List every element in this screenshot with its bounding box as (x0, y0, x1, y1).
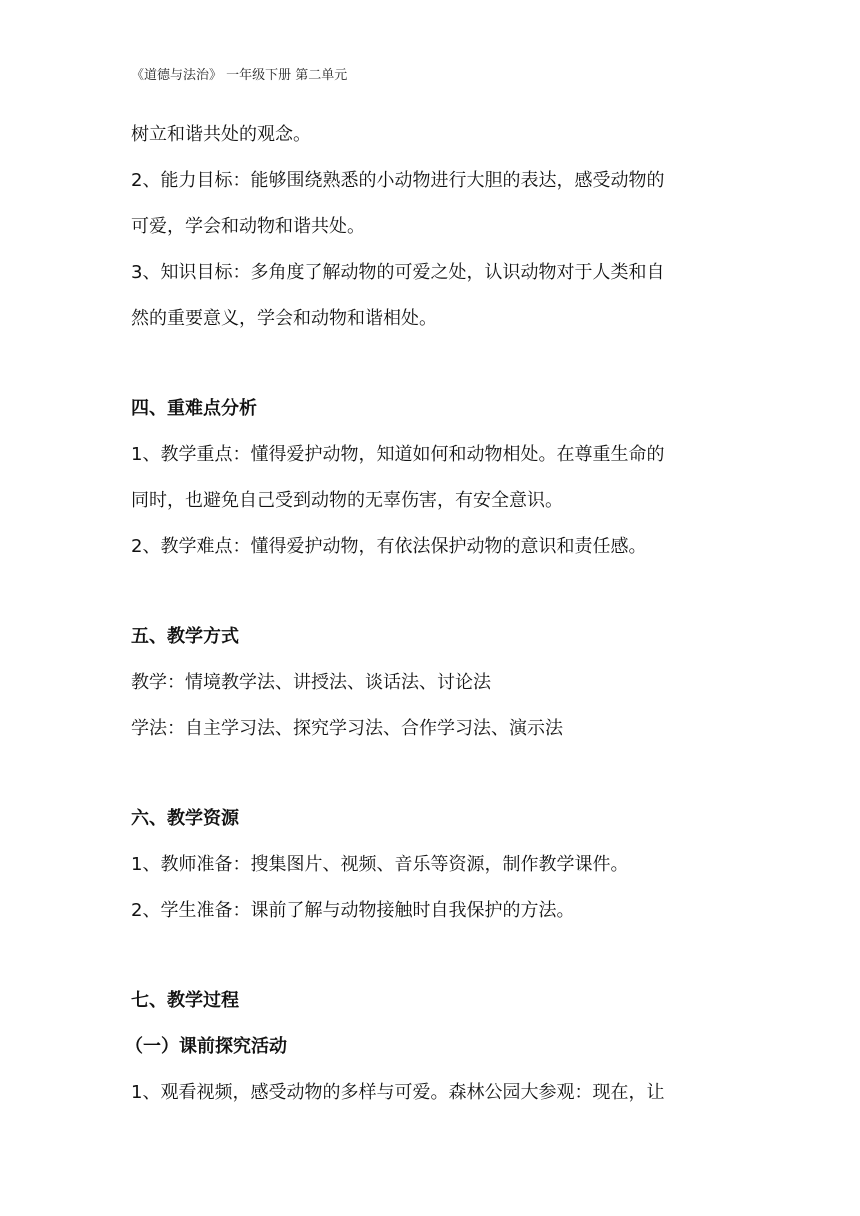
paragraph-line: 1、观看视频，感受动物的多样与可爱。森林公园大参观：现在，让 (131, 1082, 665, 1103)
paragraph-line: 1、教学重点：懂得爱护动物，知道如何和动物相处。在尊重生命的 (131, 444, 665, 465)
section-heading-key-points: 四、重难点分析 (131, 398, 257, 419)
section-gap (131, 752, 731, 796)
paragraph-line: 树立和谐共处的观念。 (131, 124, 311, 145)
section-heading-teaching-methods: 五、教学方式 (131, 626, 239, 647)
paragraph-line: 2、教学难点：懂得爱护动物，有依法保护动物的意识和责任感。 (131, 536, 647, 557)
section-heading-teaching-process: 七、教学过程 (131, 990, 239, 1011)
section-gap (131, 934, 731, 978)
paragraph-line: 然的重要意义，学会和动物和谐相处。 (131, 308, 437, 329)
section-gap (131, 570, 731, 614)
section-gap (131, 342, 731, 386)
paragraph-line: 2、能力目标：能够围绕熟悉的小动物进行大胆的表达，感受动物的 (131, 170, 665, 191)
section-heading-teaching-resources: 六、教学资源 (131, 808, 239, 829)
paragraph-line: 同时，也避免自己受到动物的无辜伤害，有安全意识。 (131, 490, 563, 511)
paragraph-line: 学法：自主学习法、探究学习法、合作学习法、演示法 (131, 718, 563, 739)
paragraph-line: 3、知识目标：多角度了解动物的可爱之处，认识动物对于人类和自 (131, 262, 665, 283)
document-body (125, 112, 731, 1116)
running-header: 《道德与法治》 一年级下册 第二单元 (131, 68, 348, 83)
paragraph-line: 2、学生准备：课前了解与动物接触时自我保护的方法。 (131, 900, 575, 921)
subsection-heading: （一）课前探究活动 (125, 1036, 287, 1057)
paragraph-line: 可爱，学会和动物和谐共处。 (131, 216, 365, 237)
paragraph-line: 1、教师准备：搜集图片、视频、音乐等资源，制作教学课件。 (131, 854, 629, 875)
paragraph-line: 教学：情境教学法、讲授法、谈话法、讨论法 (131, 672, 491, 693)
